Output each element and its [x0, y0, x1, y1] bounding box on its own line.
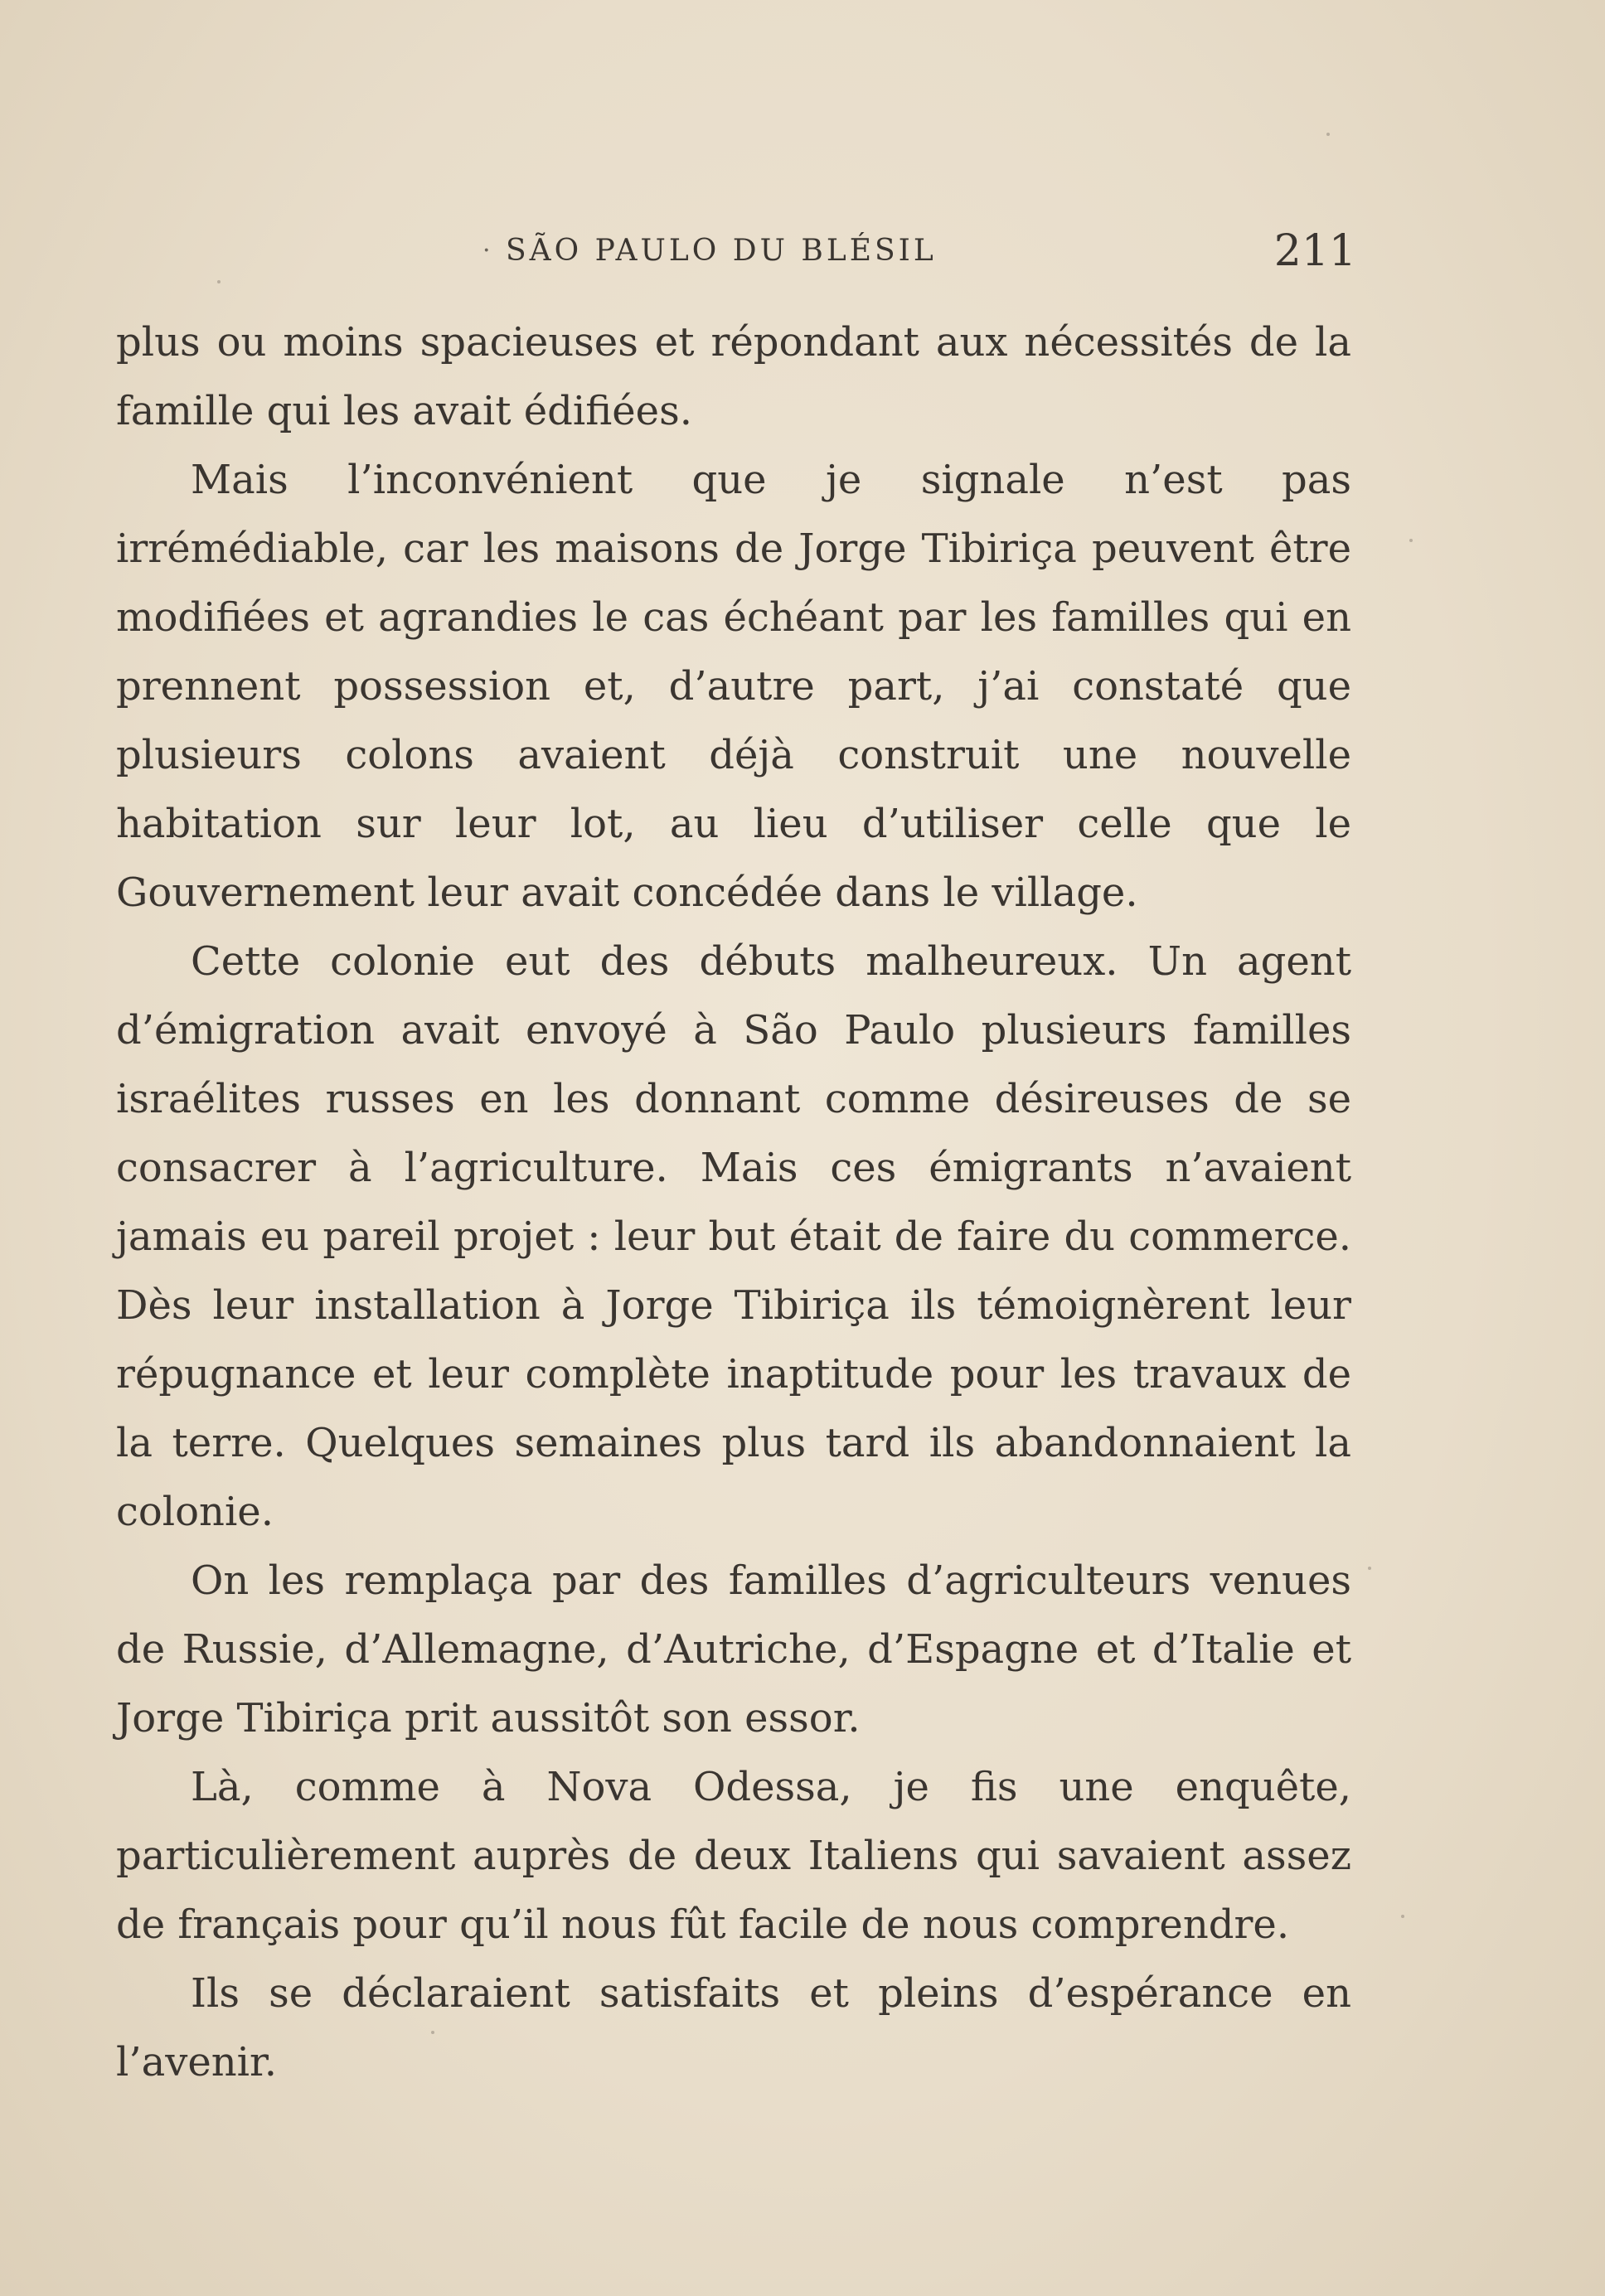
paper-speck: [1326, 133, 1330, 136]
running-title: · SÃO PAULO DU BLÉSIL: [506, 222, 937, 280]
paper-speck: [1409, 539, 1413, 542]
paper-speck: [431, 2031, 434, 2034]
paragraph-satisfied: Ils se déclaraient satisfaits et pleins d’espérance en l’avenir.: [116, 1970, 1351, 2085]
page-number: 211: [1273, 226, 1356, 276]
body-text: [116, 308, 1351, 2097]
paragraph-inquiry: Là, comme à Nova Odessa, je fis une enquête, particulièrement auprès de deux Italiens qui savaient assez de français pour qu’il nous fût facile de nous comprendre.: [116, 1764, 1351, 1948]
paper-speck: [1368, 1567, 1371, 1570]
paragraph-continuation: plus ou moins spacieuses et répondant aux nécessités de la famille qui les avait édifiées.: [116, 319, 1351, 434]
running-head: [116, 222, 1356, 280]
paragraph-replacement-families: On les remplaça par des familles d’agriculteurs venues de Russie, d’Allemagne, d’Autriche, d’Espagne et d’Italie et Jorge Tibiriça prit aussitôt son essor.: [116, 1557, 1351, 1741]
paper-speck: [217, 280, 221, 283]
paragraph-colony-beginnings: Cette colonie eut des débuts malheureux. Un agent d’émigration avait envoyé à São Paulo plusieurs familles israélites russes en les donnant comme désireuses de se consacrer à l’agriculture. Mais ces émigrants n’avaient jamais eu pareil projet : leur but était de faire du commerce. Dès leur installation à Jorge Tibiriça ils témoignèrent leur répugnance et leur complète inaptitude pour les travaux de la terre. Quelques semaines plus tard ils abandonnaient la colonie.: [116, 938, 1351, 1535]
paper-speck: [1401, 1915, 1404, 1918]
paragraph-inconvenient: Mais l’inconvénient que je signale n’est pas irrémédiable, car les maisons de Jorge Tibiriça peuvent être modifiées et agrandies le cas échéant par les familles qui en prennent possession et, d’autre part, j’ai constaté que plusieurs colons avaient déjà construit une nouvelle habitation sur leur lot, au lieu d’utiliser celle que le Gouvernement leur avait concédée dans le village.: [116, 457, 1351, 916]
